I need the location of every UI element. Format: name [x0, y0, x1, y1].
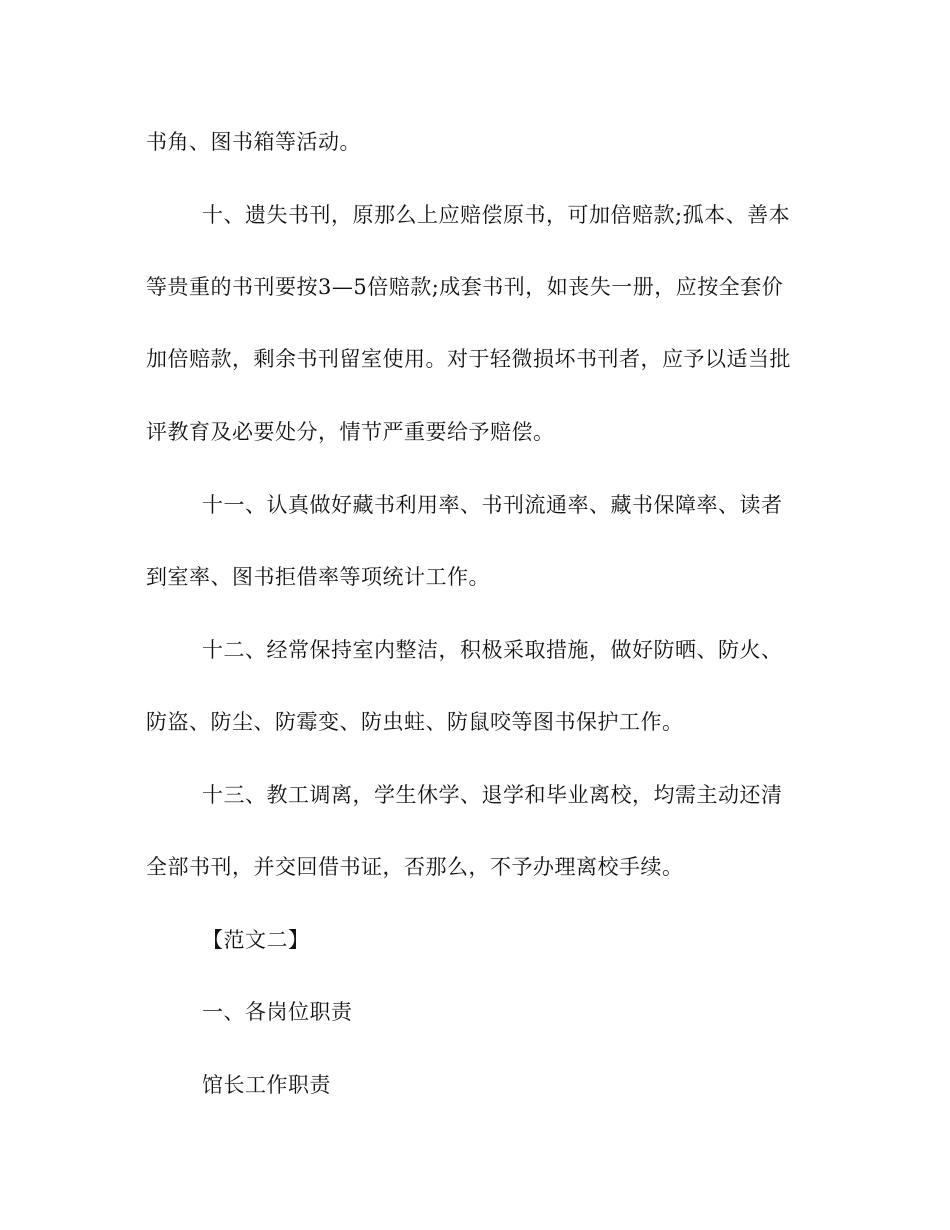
- text-line: 评教育及必要处分，情节严重要给予赔偿。: [146, 420, 555, 444]
- text-line: 防盗、防尘、防霉变、防虫蛀、防鼠咬等图书保护工作。: [146, 710, 684, 734]
- text-line: 全部书刊，并交回借书证，否那么，不予办理离校手续。: [146, 855, 684, 879]
- subsection-heading: 馆长工作职责: [202, 1073, 331, 1097]
- text-line: 十二、经常保持室内整洁，积极采取措施，做好防晒、防火、: [202, 638, 783, 662]
- section-heading: 【范文二】: [202, 928, 310, 952]
- text-line: 十、遗失书刊，原那么上应赔偿原书，可加倍赔款;孤本、善本: [202, 203, 791, 227]
- text-line: 到室率、图书拒借率等项统计工作。: [146, 565, 490, 589]
- text-line: 等贵重的书刊要按3—5倍赔款;成套书刊，如丧失一册，应按全套价: [146, 275, 784, 299]
- text-line: 书角、图书箱等活动。: [146, 130, 361, 154]
- text-line: 加倍赔款，剩余书刊留室使用。对于轻微损坏书刊者，应予以适当批: [146, 347, 791, 371]
- text-line: 十一、认真做好藏书利用率、书刊流通率、藏书保障率、读者: [202, 493, 783, 517]
- text-line: 十三、教工调离，学生休学、退学和毕业离校，均需主动还清: [202, 783, 783, 807]
- subsection-heading: 一、各岗位职责: [202, 1000, 353, 1024]
